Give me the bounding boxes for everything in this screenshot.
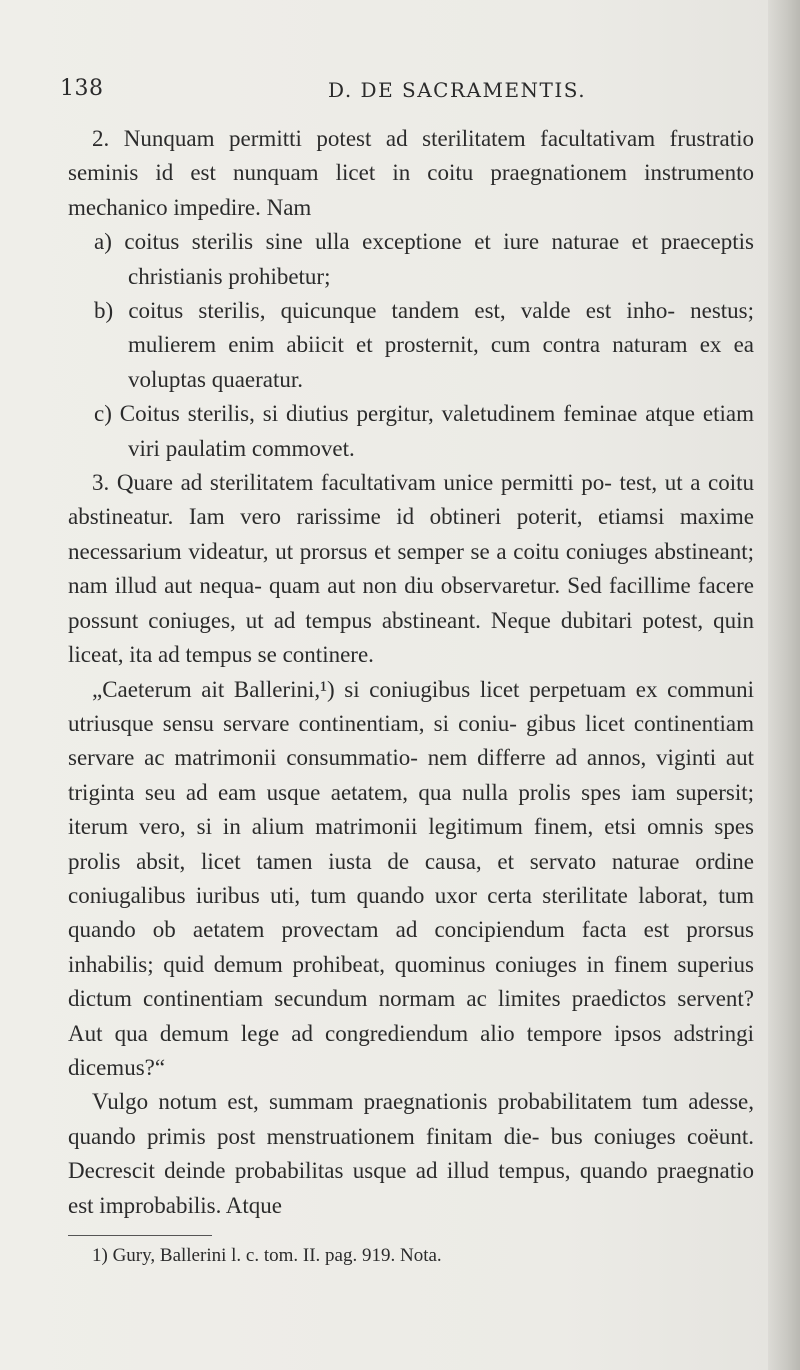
paragraph-ballerini-quote: „Caeterum ait Ballerini,¹) si coniugibus licet perpetuam ex communi utriusque sensu servare continentiam, si coniu- gibus licet continentiam servare ac matrimonii consummatio- nem differre ad annos, viginti aut triginta seu ad eam usque aetatem, qua nulla prolis spes iam supersit; iterum vero, si in alium matrimonii legitimum finem, etsi omnis spes prolis absit, licet tamen iusta de causa, et servato naturae ordine coniugalibus iuribus uti, tum quando uxor certa sterilitate laborat, tum quando ob aetatem provectam ad concipiendum facta est prorsus inhabilis; quid demum prohibeat, quominus coniuges in finem superius dictum continentiam secundum normam ac limites praedictos servent? Aut qua demum lege ad congrediendum alio tempore ipsos adstringi dicemus?“	[68, 676, 754, 1080]
paragraph-vulgo: Vulgo notum est, summam praegnationis probabilitatem tum adesse, quando primis post menstruationem finitam die- bus coniuges coëunt. Decrescit deinde probabilitas usque ad illud tempus, quando praegnatio est improbabilis. Atque	[68, 1089, 754, 1218]
running-head	[60, 76, 740, 106]
running-head-title: D. DE SACRAMENTIS.	[328, 78, 587, 102]
list-item-text: Coitus sterilis, si diutius pergitur, valetudinem feminae atque etiam viri paulatim commovet.	[119, 401, 754, 461]
footnote-marker: 1)	[92, 1245, 108, 1266]
footnote-rule	[68, 1235, 212, 1236]
list-item-text: coitus sterilis sine ulla exceptione et iure naturae et praeceptis christianis prohibetur;	[124, 229, 754, 289]
list-item-label: b)	[94, 298, 114, 324]
paragraph-2: 2. Nunquam permitti potest ad sterilitatem facultativam frustratio seminis id est nunquam licet in coitu praegnationem instrumento mechanico impedire. Nam	[68, 126, 754, 220]
list-item-a	[68, 225, 754, 294]
footnote	[92, 1245, 742, 1267]
list-item-text: coitus sterilis, quicunque tandem est, valde est inho- nestus; mulierem enim abiicit et prosternit, cum contra naturam ex ea voluptas quaeratur.	[128, 298, 755, 392]
page-edge-shadow	[768, 0, 800, 1370]
list-item-c	[68, 397, 754, 466]
body-text	[68, 122, 754, 1223]
list-item-label: a)	[94, 229, 112, 255]
list-item-b	[68, 294, 754, 397]
paragraph-3: 3. Quare ad sterilitatem facultativam unice permitti po- test, ut a coitu abstineatur. Iam vero rarissime id obtineri poterit, etiamsi maxime necessarium videatur, ut prorsus et semper se a coitu coniuges abstineant; nam illud aut nequa- quam aut non diu observaretur. Sed facillime facere possunt coniuges, ut ad tempus abstineant. Neque dubitari potest, quin liceat, ita ad tempus se continere.	[68, 470, 754, 668]
list-item-label: c)	[94, 401, 112, 427]
footnote-text: Gury, Ballerini l. c. tom. II. pag. 919. Nota.	[112, 1245, 442, 1266]
page-number: 138	[60, 76, 104, 101]
